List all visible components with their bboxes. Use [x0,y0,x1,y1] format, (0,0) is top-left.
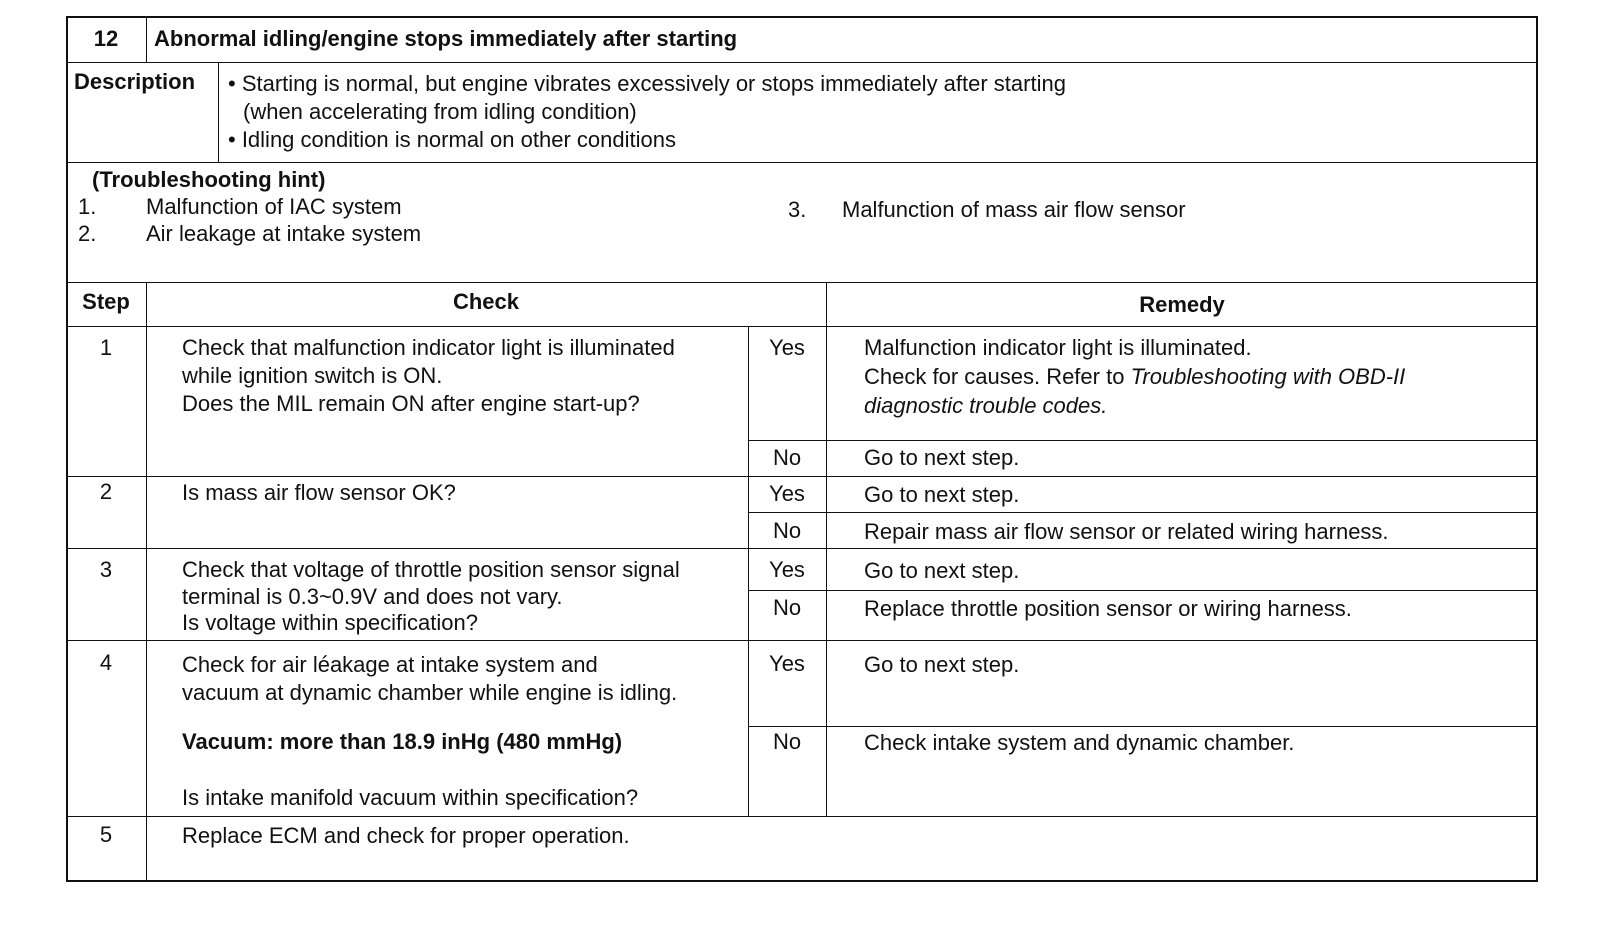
description-line-1: • Starting is normal, but engine vibrates excessively or stops immediately after starting [228,71,1066,96]
step-4-number: 4 [99,650,113,675]
divider-row4 [66,816,1538,817]
step-3-no-label: No [772,595,802,620]
description-line-3: • Idling condition is normal on other conditions [228,127,676,152]
hint-title: (Troubleshooting hint) [92,167,326,192]
step-3-yes-label: Yes [769,557,805,582]
step-1-number: 1 [99,335,113,360]
step-4-check-question: Is intake manifold vacuum within specification? [182,785,639,810]
step-4-no-remedy: Check intake system and dynamic chamber. [864,730,1295,755]
step-1-no-label: No [772,445,802,470]
step-2-yes-remedy: Go to next step. [864,482,1020,507]
step-2-yes-label: Yes [769,481,805,506]
problem-title: Abnormal idling/engine stops immediately after starting [154,26,738,51]
step-4-yes-label: Yes [769,651,805,676]
step-3-yes-remedy: Go to next step. [864,558,1020,583]
step-4-yes-remedy: Go to next step. [864,652,1020,677]
divider-step-col [146,282,147,882]
step-2-no-label: No [772,518,802,543]
step-3-no-remedy: Replace throttle position sensor or wiring harness. [864,596,1352,621]
hint-text-2: Air leakage at intake system [146,221,422,246]
hint-number-1: 1. [78,194,97,219]
step-1-yes-remedy-line-1: Malfunction indicator light is illuminated. [864,335,1252,360]
description-line-2: (when accelerating from idling condition) [243,99,637,124]
divider-description-label [218,62,219,162]
divider-row4-yes [748,726,1538,727]
step-3-check-line-3: Is voltage within specification? [182,610,478,635]
step-1-yes-remedy-line-2 [864,363,1405,391]
header-remedy: Remedy [1139,292,1225,317]
step-4-check-line-2: vacuum at dynamic chamber while engine is idling. [182,680,678,705]
hint-number-2: 2. [78,221,97,246]
divider-row1-yes [748,440,1538,441]
header-check: Check [452,289,520,314]
step-1-yes-remedy-refer: Check for causes. Refer to [864,364,1131,389]
step-1-yes-remedy-link: Troubleshooting with OBD-II [1130,364,1406,389]
troubleshooting-sheet [66,16,1538,882]
step-2-no-remedy: Repair mass air flow sensor or related wiring harness. [864,519,1389,544]
step-2-number: 2 [99,479,113,504]
header-step: Step [82,289,130,314]
step-3-check-line-2: terminal is 0.3~0.9V and does not vary. [182,584,563,609]
step-4-vacuum-spec: Vacuum: more than 18.9 inHg (480 mmHg) [182,729,623,754]
divider-row2-yes [748,512,1538,513]
hint-text-3: Malfunction of mass air flow sensor [842,197,1186,222]
step-4-check-line-1: Check for air léakage at intake system and [182,652,598,677]
step-4-no-label: No [772,729,802,754]
step-5-number: 5 [99,822,113,847]
step-1-check-line-3: Does the MIL remain ON after engine start-up? [182,391,640,416]
step-1-yes-remedy-line-3: diagnostic trouble codes. [864,393,1108,418]
step-1-check-line-2: while ignition switch is ON. [182,363,443,388]
hint-text-1: Malfunction of IAC system [146,194,402,219]
step-2-check-line-1: Is mass air flow sensor OK? [182,480,456,505]
step-1-no-remedy: Go to next step. [864,445,1020,470]
divider-row3-yes [748,590,1538,591]
description-label: Description [74,69,196,94]
divider-hint [66,282,1538,283]
divider-row2 [66,548,1538,549]
problem-number: 12 [93,26,119,51]
hint-number-3: 3. [788,197,807,222]
divider-number [146,16,147,62]
step-1-check-line-1: Check that malfunction indicator light is illuminated [182,335,675,360]
step-3-check-line-1: Check that voltage of throttle position sensor signal [182,557,680,582]
step-3-number: 3 [99,557,113,582]
divider-remedy-col [826,282,827,816]
step-1-yes-label: Yes [769,335,805,360]
divider-row3 [66,640,1538,641]
divider-table-header [66,326,1538,327]
divider-row1 [66,476,1538,477]
divider-header [66,62,1538,63]
divider-description [66,162,1538,163]
step-5-check: Replace ECM and check for proper operation. [182,823,630,848]
